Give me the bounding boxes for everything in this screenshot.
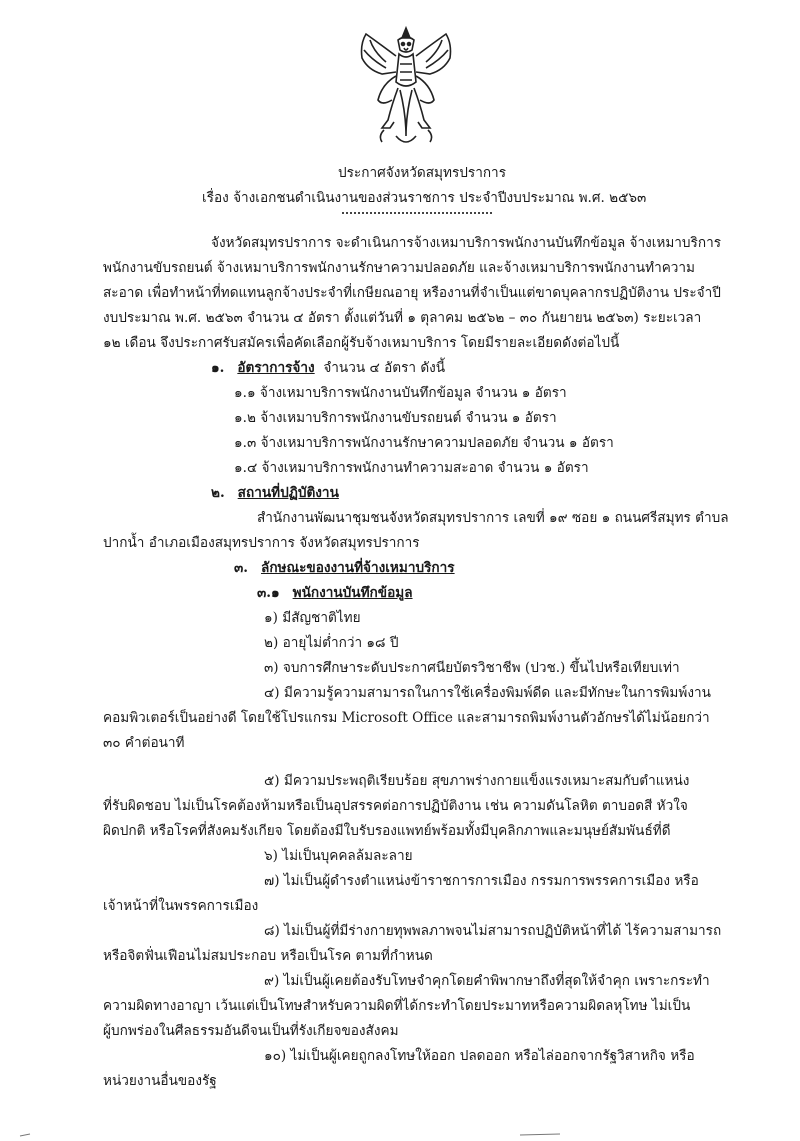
section-2-heading [211, 485, 339, 502]
intro-line-2: พนักงานขับรถยนต์ จ้างเหมาบริการพนักงานรักษาความปลอดภัย และจ้างเหมาบริการพนักงานทำความ [103, 260, 696, 276]
intro-line-3: สะอาด เพื่อทำหน้าที่ทดแทนลูกจ้างประจำที่เกษียณอายุ หรืองานที่จำเป็นแต่ขาดบุคลากรปฏิบัติงาน ประจำปี [103, 285, 721, 301]
garuda-emblem [352, 24, 460, 152]
qualification-2: ๒) อายุไม่ต่ำกว่า ๑๘ ปี [264, 635, 399, 651]
title-separator [342, 212, 492, 214]
subsection-3-1-number: ๓.๑ [257, 585, 280, 601]
intro-line-5: ๑๒ เดือน จึงประกาศรับสมัครเพื่อคัดเลือกผู้รับจ้างเหมาบริการ โดยมีรายละเอียดดังต่อไปนี้ [103, 335, 620, 351]
qualification-8-line-1: ๘) ไม่เป็นผู้ที่มีร่างกายทุพพลภาพจนไม่สามารถปฏิบัติหน้าที่ได้ ไร้ความสามารถ [264, 923, 722, 939]
qualification-9-line-2: ความผิดทางอาญา เว้นแต่เป็นโทษสำหรับความผิดที่ได้กระทำโดยประมาทหรือความผิดลหุโทษ ไม่เป็น [103, 998, 691, 1014]
intro-line-4: งบประมาณ พ.ศ. ๒๕๖๓ จำนวน ๔ อัตรา ตั้งแต่วันที่ ๑ ตุลาคม ๒๕๖๒ – ๓๐ กันยายน ๒๕๖๓) ระยะเวลา [103, 310, 702, 326]
announcement-title: ประกาศจังหวัดสมุทรปราการ [338, 165, 506, 181]
qualification-7-line-2: เจ้าหน้าที่ในพรรคการเมือง [103, 898, 259, 914]
section-3-number: ๓. [234, 560, 249, 576]
qualification-5-line-2: ที่รับผิดชอบ ไม่เป็นโรคต้องห้ามหรือเป็นอุปสรรคต่อการปฏิบัติงาน เช่น ความดันโลหิต ตาบอดสี หัวใจ [103, 798, 688, 814]
qualification-4-line-3: ๓๐ คำต่อนาที [103, 735, 185, 751]
qualification-5-line-3: ผิดปกติ หรือโรคที่สังคมรังเกียจ โดยต้องมีใบรับรองแพทย์พร้อมทั้งมีบุคลิกภาพและมนุษย์สัมพันธ์ที่ดี [103, 823, 671, 839]
qualification-6: ๖) ไม่เป็นบุคคลล้มละลาย [264, 848, 413, 864]
section-3-title: ลักษณะของงานที่จ้างเหมาบริการ [261, 560, 455, 576]
qualification-1: ๑) มีสัญชาติไทย [264, 610, 361, 626]
qualification-8-line-2: หรือจิตฟั่นเฟือนไม่สมประกอบ หรือเป็นโรค ตามที่กำหนด [103, 948, 433, 964]
rate-item-3: ๑.๓ จ้างเหมาบริการพนักงานรักษาความปลอดภัย จำนวน ๑ อัตรา [234, 435, 614, 451]
qualification-4-line-1: ๔) มีความรู้ความสามารถในการใช้เครื่องพิมพ์ดีด และมีทักษะในการพิมพ์งาน [264, 685, 711, 701]
section-1-number: ๑. [211, 360, 225, 376]
qualification-9-line-3: ผู้บกพร่องในศีลธรรมอันดีจนเป็นที่รังเกียจของสังคม [103, 1023, 399, 1039]
qualification-10-line-1: ๑๐) ไม่เป็นผู้เคยถูกลงโทษให้ออก ปลดออก หรือไล่ออกจากรัฐวิสาหกิจ หรือ [264, 1048, 695, 1064]
section-1-heading [211, 360, 445, 377]
qualification-7-line-1: ๗) ไม่เป็นผู้ดำรงตำแหน่งข้าราชการการเมือง กรรมการพรรคการเมือง หรือ [264, 873, 699, 889]
rate-item-1: ๑.๑ จ้างเหมาบริการพนักงานบันทึกข้อมูล จำนวน ๑ อัตรา [234, 385, 567, 401]
rate-item-2: ๑.๒ จ้างเหมาบริการพนักงานขับรถยนต์ จำนวน ๑ อัตรา [234, 410, 557, 426]
scan-edge [0, 1128, 800, 1141]
announcement-subject: เรื่อง จ้างเอกชนดำเนินงานของส่วนราชการ ประจำปีงบประมาณ พ.ศ. ๒๕๖๓ [202, 190, 647, 206]
section-1-title: อัตราการจ้าง [237, 360, 315, 376]
location-line-2: ปากน้ำ อำเภอเมืองสมุทรปราการ จังหวัดสมุทรปราการ [103, 535, 420, 551]
intro-line-1: จังหวัดสมุทรปราการ จะดำเนินการจ้างเหมาบริการพนักงานบันทึกข้อมูล จ้างเหมาบริการ [211, 235, 722, 251]
qualification-10-line-2: หน่วยงานอื่นของรัฐ [103, 1073, 217, 1089]
section-2-number: ๒. [211, 485, 225, 501]
section-3-heading [234, 560, 455, 577]
subsection-3-1-title: พนักงานบันทึกข้อมูล [292, 585, 413, 601]
rate-item-4: ๑.๔ จ้างเหมาบริการพนักงานทำความสะอาด จำนวน ๑ อัตรา [234, 460, 589, 476]
qualification-4-line-2: คอมพิวเตอร์เป็นอย่างดี โดยใช้โปรแกรม Microsoft Office และสามารถพิมพ์งานตัวอักษรได้ไม่น้อยกว่า [103, 710, 710, 726]
subsection-3-1-heading [257, 585, 413, 602]
qualification-3: ๓) จบการศึกษาระดับประกาศนียบัตรวิชาชีพ (ปวช.) ขึ้นไปหรือเทียบเท่า [264, 660, 680, 676]
section-2-title: สถานที่ปฏิบัติงาน [237, 485, 339, 501]
section-1-suffix: จำนวน ๔ อัตรา ดังนี้ [323, 360, 446, 376]
qualification-9-line-1: ๙) ไม่เป็นผู้เคยต้องรับโทษจำคุกโดยคำพิพากษาถึงที่สุดให้จำคุก เพราะกระทำ [264, 973, 710, 989]
location-line-1: สำนักงานพัฒนาชุมชนจังหวัดสมุทรปราการ เลขที่ ๑๙ ซอย ๑ ถนนศรีสมุทร ตำบล [257, 510, 729, 526]
qualification-5-line-1: ๕) มีความประพฤติเรียบร้อย สุขภาพร่างกายแข็งแรงเหมาะสมกับตำแหน่ง [264, 773, 690, 789]
